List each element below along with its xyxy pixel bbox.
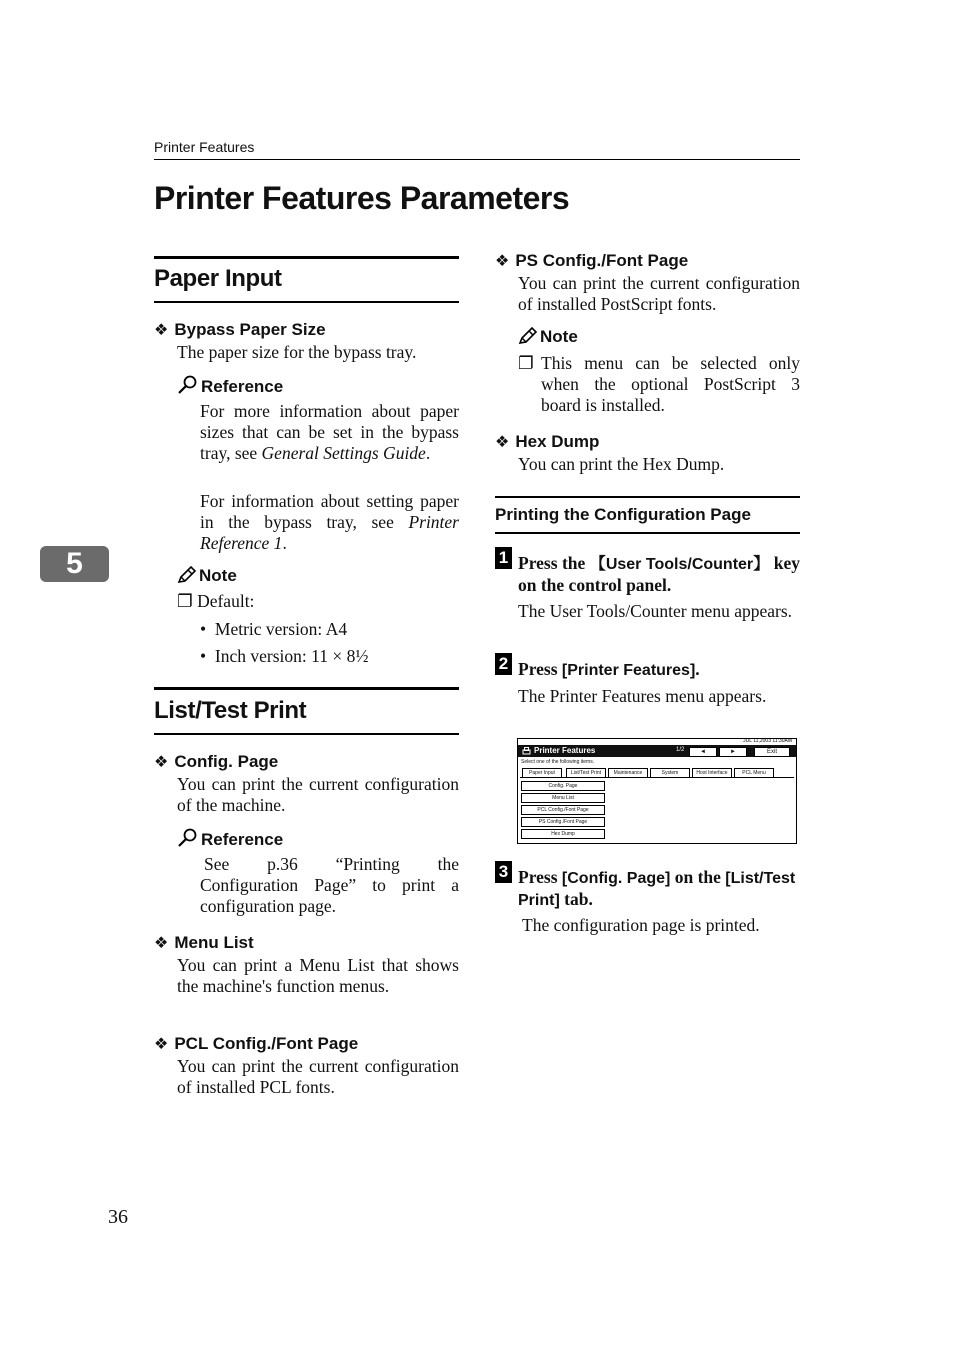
reference-paragraph: For information about setting paper in the bypass tray, see Printer Reference 1. [200,491,459,553]
tab-system[interactable]: System [650,768,690,778]
item-heading-ps-config: ❖ PS Config./Font Page [495,251,689,270]
section-rule [495,496,800,498]
step-instruction: Press [Config. Page] on the [List/Test Print] tab. [518,867,796,909]
checkbox-bullet-icon: ❐ [177,591,198,611]
step-number: 1 [495,547,512,569]
note-text: This menu can be selected only when the optional PostScript 3 board is installed. [541,353,800,415]
step-result: The configuration page is printed. [522,915,760,935]
pcl-config-font-page-button[interactable]: PCL Config./Font Page [521,805,605,815]
running-head: Printer Features [154,139,255,155]
diamond-bullet-icon: ❖ [495,253,510,270]
list-item: • Metric version: A4 [200,619,348,639]
section-title-printing-config: Printing the Configuration Page [495,505,751,524]
reference-paragraph: See p.36 “Printing the Configuration Page” to print a configuration page. [200,854,459,916]
bypass-description: The paper size for the bypass tray. [177,342,417,362]
config-page-button[interactable]: Config. Page [521,781,605,791]
section-rule [154,256,459,259]
header-rule [154,159,800,160]
note-label: Note [177,566,237,586]
section-rule [154,301,459,303]
item-heading-bypass: ❖ Bypass Paper Size [154,320,326,339]
tab-list-test-print[interactable]: List/Test Print [566,768,606,778]
page-number: 36 [108,1206,128,1228]
note-item: ❐ Default: [177,591,255,611]
prev-button[interactable]: ◄ [689,747,717,757]
item-heading-menu-list: ❖ Menu List [154,933,254,952]
chapter-tab: 5 [40,546,109,582]
diamond-bullet-icon: ❖ [495,434,510,451]
page-indicator: 1/2 [676,747,685,753]
tab-divider [520,777,794,778]
printer-icon [522,747,531,755]
menu-list-button[interactable]: Menu List [521,793,605,803]
tab-host-interface[interactable]: Host Interface [692,768,732,778]
diamond-bullet-icon: ❖ [154,322,169,339]
step-result: The User Tools/Counter menu appears. [518,601,793,621]
step-result: The Printer Features menu appears. [518,686,767,706]
page-title: Printer Features Parameters [154,180,570,216]
step-number: 3 [495,861,512,883]
tab-paper-input[interactable]: Paper Input [522,768,562,778]
next-button[interactable]: ► [719,747,747,757]
list-item: • Inch version: 11 × 8½ [200,646,369,666]
item-heading-pcl-config: ❖ PCL Config./Font Page [154,1034,359,1053]
section-rule [154,687,459,690]
hex-dump-description: You can print the Hex Dump. [518,454,725,474]
note-label: Note [518,327,578,347]
step-instruction: Press [Printer Features]. [518,659,700,679]
item-heading-config-page: ❖ Config. Page [154,752,279,771]
section-rule [154,733,459,735]
tab-pcl-menu[interactable]: PCL Menu [734,768,774,778]
diamond-bullet-icon: ❖ [154,754,169,771]
checkbox-bullet-icon: ❐ [518,353,534,373]
diamond-bullet-icon: ❖ [154,935,169,952]
pencil-icon [177,566,197,584]
printer-features-screenshot [517,738,797,844]
menu-list-description: You can print a Menu List that shows the machine's function menus. [177,955,459,996]
pencil-icon [518,327,538,345]
magnifier-icon [177,375,199,395]
reference-paragraph: For more information about paper sizes that can be set in the bypass tray, see General Settings Guide. [200,401,459,463]
ps-config-description: You can print the current configuration of installed PostScript fonts. [518,273,800,314]
section-title-paper-input: Paper Input [154,265,282,292]
diamond-bullet-icon: ❖ [154,1036,169,1053]
pcl-config-description: You can print the current configuration of installed PCL fonts. [177,1056,459,1097]
reference-label: Reference [177,375,283,397]
screen-hint: Select one of the following items. [521,759,595,765]
item-heading-hex-dump: ❖ Hex Dump [495,432,600,451]
hex-dump-button[interactable]: Hex Dump [521,829,605,839]
step-instruction: Press the 【User Tools/Counter】 key on the control panel. [518,553,801,595]
exit-button[interactable]: Exit [754,747,790,757]
magnifier-icon [177,828,199,848]
screen-title: Printer Features [534,746,596,755]
step-number: 2 [495,653,512,675]
reference-label: Reference [177,828,283,850]
config-page-description: You can print the current configuration of the machine. [177,774,459,815]
ps-config-font-page-button[interactable]: PS Config./Font Page [521,817,605,827]
clock-readout: JUL 11,2003 11:30AM [743,738,792,744]
tab-maintenance[interactable]: Maintenance [608,768,648,778]
section-title-list-test-print: List/Test Print [154,697,307,724]
section-rule [495,532,800,534]
